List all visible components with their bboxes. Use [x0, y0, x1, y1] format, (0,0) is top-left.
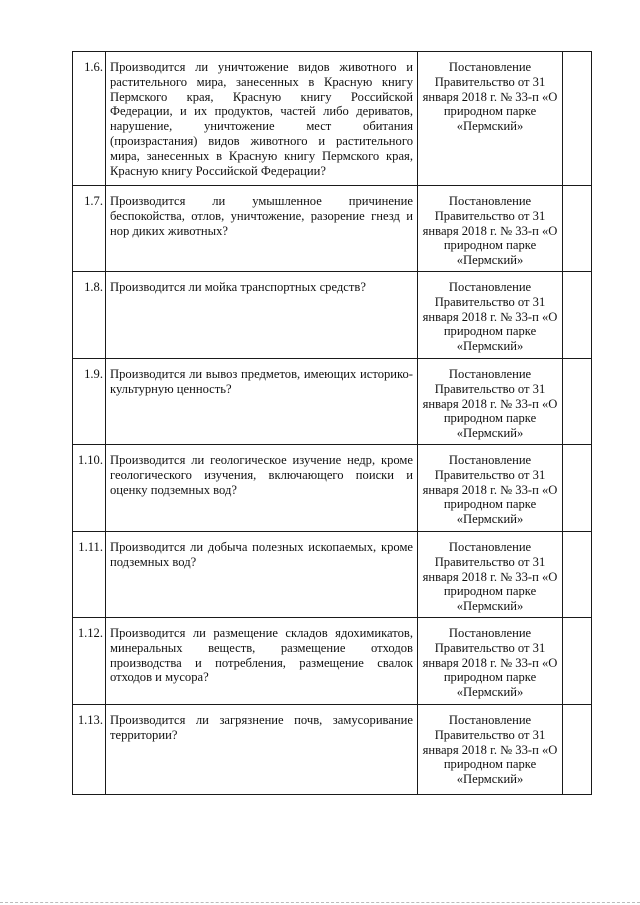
question-text: Производится ли мойка транспортных средств? [106, 272, 418, 359]
legal-reference: Постановление Правительство от 31 января 2018 г. № 33-п «О природном парке «Пермский» [418, 532, 563, 618]
legal-reference: Постановление Правительство от 31 января 2018 г. № 33-п «О природном парке «Пермский» [418, 186, 563, 272]
legal-reference: Постановление Правительство от 31 января 2018 г. № 33-п «О природном парке «Пермский» [418, 618, 563, 705]
answer-cell[interactable] [563, 532, 592, 618]
table-row [73, 186, 592, 272]
table-row [73, 52, 592, 186]
table-row [73, 272, 592, 359]
answer-cell[interactable] [563, 272, 592, 359]
row-number: 1.9. [73, 359, 106, 445]
question-text: Производится ли добыча полезных ископаемых, кроме подземных вод? [106, 532, 418, 618]
table-row [73, 359, 592, 445]
question-text: Производится ли геологическое изучение недр, кроме геологического изучения, включающего поиски и оценку подземных вод? [106, 445, 418, 532]
table-row [73, 532, 592, 618]
inspection-checklist-table [72, 51, 592, 795]
legal-reference: Постановление Правительство от 31 января 2018 г. № 33-п «О природном парке «Пермский» [418, 272, 563, 359]
row-number: 1.12. [73, 618, 106, 705]
table-row [73, 705, 592, 795]
answer-cell[interactable] [563, 52, 592, 186]
question-text: Производится ли уничтожение видов животного и растительного мира, занесенных в Красную книгу Пермского края, Красную книгу Российской Федерации, и их продуктов, частей либо дериватов, нарушение, уничтожение мест обитания (произрастания) видов животного и растительного мира, занесенных в Красную книгу Пермского края, Красную книгу Российской Федерации? [106, 52, 418, 186]
answer-cell[interactable] [563, 618, 592, 705]
legal-reference: Постановление Правительство от 31 января 2018 г. № 33-п «О природном парке «Пермский» [418, 445, 563, 532]
question-text: Производится ли размещение складов ядохимикатов, минеральных веществ, размещение отходов производства и потребления, размещение свалок отходов и мусора? [106, 618, 418, 705]
row-number: 1.6. [73, 52, 106, 186]
row-number: 1.7. [73, 186, 106, 272]
row-number: 1.11. [73, 532, 106, 618]
page-bottom-edge [0, 902, 640, 903]
legal-reference: Постановление Правительство от 31 января 2018 г. № 33-п «О природном парке «Пермский» [418, 359, 563, 445]
answer-cell[interactable] [563, 445, 592, 532]
question-text: Производится ли загрязнение почв, замусоривание территории? [106, 705, 418, 795]
answer-cell[interactable] [563, 186, 592, 272]
row-number: 1.10. [73, 445, 106, 532]
answer-cell[interactable] [563, 705, 592, 795]
row-number: 1.8. [73, 272, 106, 359]
legal-reference: Постановление Правительство от 31 января 2018 г. № 33-п «О природном парке «Пермский» [418, 52, 563, 186]
legal-reference: Постановление Правительство от 31 января 2018 г. № 33-п «О природном парке «Пермский» [418, 705, 563, 795]
answer-cell[interactable] [563, 359, 592, 445]
question-text: Производится ли вывоз предметов, имеющих историко-культурную ценность? [106, 359, 418, 445]
table-row [73, 618, 592, 705]
question-text: Производится ли умышленное причинение беспокойства, отлов, уничтожение, разорение гнезд и нор диких животных? [106, 186, 418, 272]
row-number: 1.13. [73, 705, 106, 795]
table-row [73, 445, 592, 532]
